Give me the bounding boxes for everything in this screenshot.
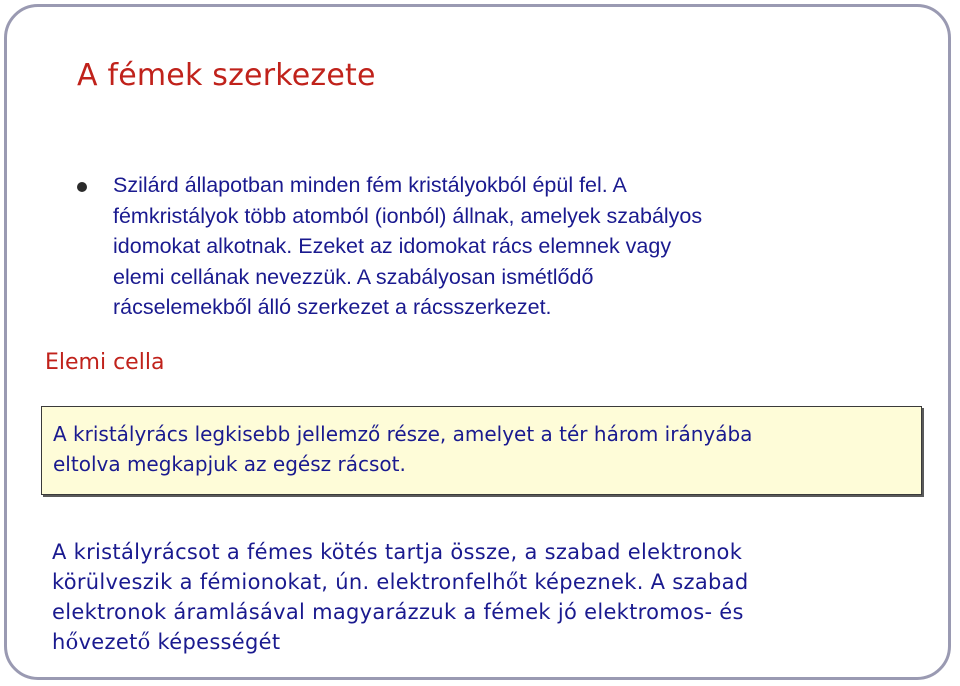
bullet-line: idomokat alkotnak. Ezeket az idomokat rács elemnek vagy [113,234,672,258]
definition-line: eltolva megkapjuk az egész rácsot. [53,452,406,476]
section-label-elemi-cella: Elemi cella [45,350,165,375]
bottom-line [52,567,748,597]
text-fragment: körülveszik a fémionokat, ún. elektronfelh [52,570,506,594]
bullet-line: rácselemekből álló szerkezet a rácsszerkezet. [113,295,552,319]
bottom-line [52,627,748,657]
bottom-line: A kristályrácsot a fémes kötés tartja össze, a szabad elektronok [52,540,743,564]
bullet-line: Szilárd állapotban minden fém kristályokból épül fel. A [113,173,627,197]
slide-title: A fémek szerkezete [77,58,376,93]
bullet-line: elemi cellának nevezzük. A szabályosan ismétlődő [113,264,594,289]
definition-text [53,419,752,479]
bottom-paragraph [52,537,748,657]
text-fragment: képességét [150,630,281,654]
text-fragment: ő [65,630,79,654]
bullet-line: fémkristályok több atomból (ionból) állnak, amelyek szabályos [113,203,703,228]
bottom-line: elektronok áramlásával magyarázzuk a fémek jó elektromos- és [52,600,744,624]
text-fragment: h [52,630,66,654]
text-fragment: ő [137,630,151,654]
definition-line: A kristályrács legkisebb jellemző része, amelyet a tér három irányába [53,422,753,446]
bullet-paragraph [113,170,873,323]
text-fragment: ő [505,570,519,594]
text-fragment: vezet [78,630,138,654]
definition-box [41,406,922,495]
text-fragment: t képeznek. A szabad [518,570,749,594]
bullet-dot-icon [77,182,87,192]
